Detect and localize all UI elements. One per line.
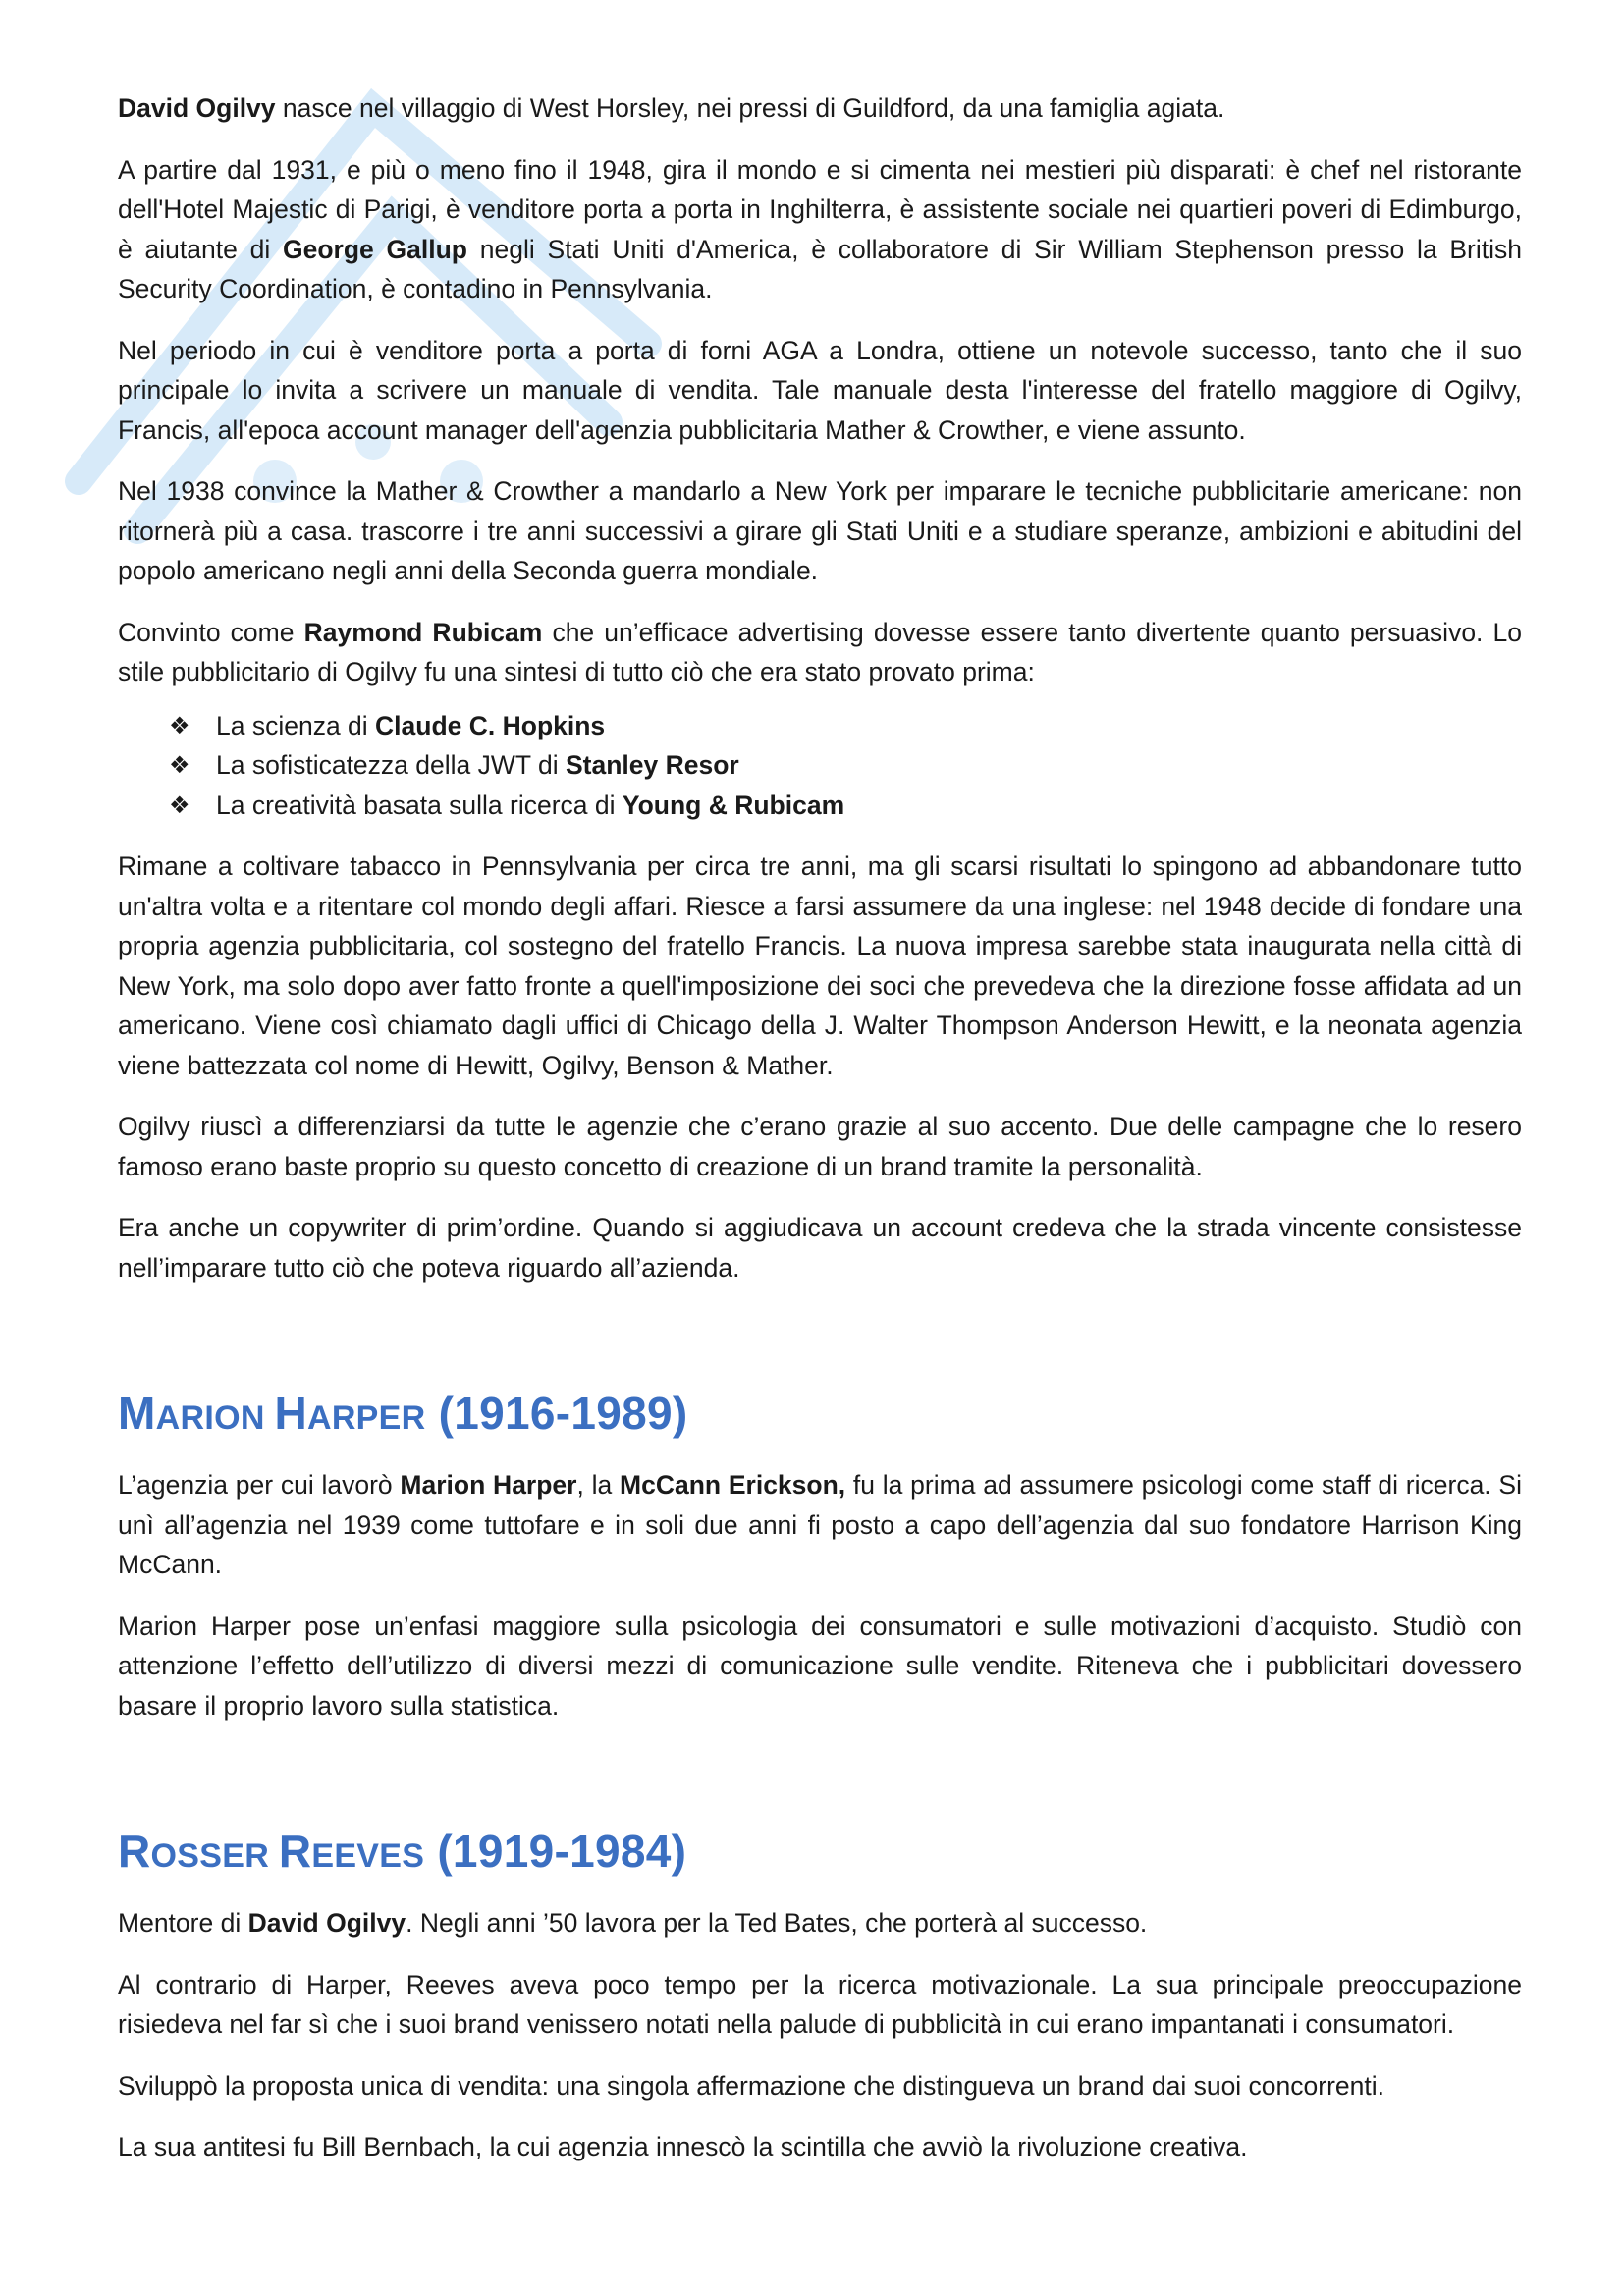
paragraph-new-york: Nel 1938 convince la Mather & Crowther a mandarlo a New York per imparare le tecniche pubblicitarie americane: non ritornerà più a casa. trascorre i tre anni successivi a girare gli Stati Uniti e a studiare speranze, ambizioni e abitudini del popolo americano negli anni della Seconda guerra mondiale. xyxy=(118,476,1522,585)
paragraph-intro: David Ogilvy nasce nel villaggio di West Horsley, nei pressi di Guildford, da una famiglia agiata. xyxy=(118,93,1225,123)
name-george-gallup: George Gallup xyxy=(282,234,467,264)
heading-marion-harper: MARION HARPER (1916-1989) xyxy=(118,1388,688,1439)
paragraph-aga-salesman: Nel periodo in cui è venditore porta a porta di forni AGA a Londra, ottiene un notevole successo, tanto che il suo principale lo invita a scrivere un manuale di vendita. Tale manuale desta l'interesse del fratello maggiore di Ogilvy, Francis, all'epoca account manager dell'agenzia pubblicitaria Mather & Crowther, e viene assunto. xyxy=(118,335,1522,445)
paragraph-accent: Ogilvy riuscì a differenziarsi da tutte le agenzie che c’erano grazie al suo accento. Due delle campagne che lo resero famoso erano baste proprio su questo concetto di creazione di un brand tramite la personalità. xyxy=(118,1112,1522,1181)
diamond-bullet-icon: ❖ xyxy=(169,751,190,779)
paragraph-own-agency: Rimane a coltivare tabacco in Pennsylvania per circa tre anni, ma gli scarsi risultati lo spingono ad abbandonare tutto un'altra volta e a ritentare col mondo degli affari. Riesce a farsi assumere da una inglese: nel 1948 decide di fondare una propria agenzia pubblicitaria, col sostegno del fratello Francis. La nuova impresa sarebbe stata inaugurata nella città di New York, ma solo dopo aver fatto fronte a quell'imposizione dei soci che prevedeva che la direzione fosse affidata ad un americano. Viene così chiamato dagli uffici di Chicago della J. Walter Thompson Anderson Hewitt, e la neonata agenzia viene battezzata col nome di Hewitt, Ogilvy, Benson & Mather. xyxy=(118,851,1522,1080)
list-item: ❖ La scienza di Claude C. Hopkins xyxy=(169,706,1522,746)
paragraph-reeves-usp: Sviluppò la proposta unica di vendita: una singola affermazione che distingueva un brand dai suoi concorrenti. xyxy=(118,2070,1385,2101)
list-item: ❖ La sofisticatezza della JWT di Stanley Resor xyxy=(169,745,1522,786)
name-raymond-rubicam: Raymond Rubicam xyxy=(303,617,543,647)
paragraph-copywriter: Era anche un copywriter di prim’ordine. Quando si aggiudicava un account credeva che la strada vincente consistesse nell’imparare tutto ciò che poteva riguardo all’azienda. xyxy=(118,1213,1522,1283)
diamond-bullet-icon: ❖ xyxy=(169,711,190,739)
name-david-ogilvy: David Ogilvy xyxy=(118,93,276,123)
influences-list xyxy=(118,706,1522,826)
paragraph-reeves-mentor: Mentore di David Ogilvy. Negli anni ’50 lavora per la Ted Bates, che porterà al successo. xyxy=(118,1908,1148,1938)
paragraph-travels: A partire dal 1931, e più o meno fino il 1948, gira il mondo e si cimenta nei mestieri più disparati: è chef nel ristorante dell'Hotel Majestic di Parigi, è venditore porta a porta in Inghilterra, è assistente sociale nei quartieri poveri di Edimburgo, è aiutante di George Gallup negli Stati Uniti d'America, è collaboratore di Sir William Stephenson presso la British Security Coordination, è contadino in Pennsylvania. xyxy=(118,154,1522,303)
paragraph-harper-mccann: L’agenzia per cui lavorò Marion Harper, la McCann Erickson, fu la prima ad assumere psicologi come staff di ricerca. Si unì all’agenzia nel 1939 come tuttofare e in soli due anni fi posto a capo dell’agenzia dal suo fondatore Harrison King McCann. xyxy=(118,1470,1522,1579)
list-item: ❖ La creatività basata sulla ricerca di Young & Rubicam xyxy=(169,786,1522,826)
paragraph-harper-psychology: Marion Harper pose un’enfasi maggiore sulla psicologia dei consumatori e sulle motivazioni d’acquisto. Studiò con attenzione l’effetto dell’utilizzo di diversi mezzi di comunicazione sulle vendite. Riteneva che i pubblicitari dovessero basare il proprio lavoro sulla statistica. xyxy=(118,1611,1522,1721)
paragraph-reeves-bernbach: La sua antitesi fu Bill Bernbach, la cui agenzia innescò la scintilla che avviò la rivoluzione creativa. xyxy=(118,2132,1248,2161)
document-page xyxy=(118,88,1522,2189)
diamond-bullet-icon: ❖ xyxy=(169,791,190,819)
paragraph-style: Convinto come Raymond Rubicam che un’efficace advertising dovesse essere tanto divertente quanto persuasivo. Lo stile pubblicitario di Ogilvy fu una sintesi di tutto ciò che era stato provato prima: xyxy=(118,617,1522,686)
heading-rosser-reeves: ROSSER REEVES (1919-1984) xyxy=(118,1826,687,1877)
paragraph-reeves-research: Al contrario di Harper, Reeves aveva poco tempo per la ricerca motivazionale. La sua principale preoccupazione risiedeva nel far sì che i suoi brand venissero notati nella palude di pubblicità in cui erano impantanati i consumatori. xyxy=(118,1969,1522,2039)
